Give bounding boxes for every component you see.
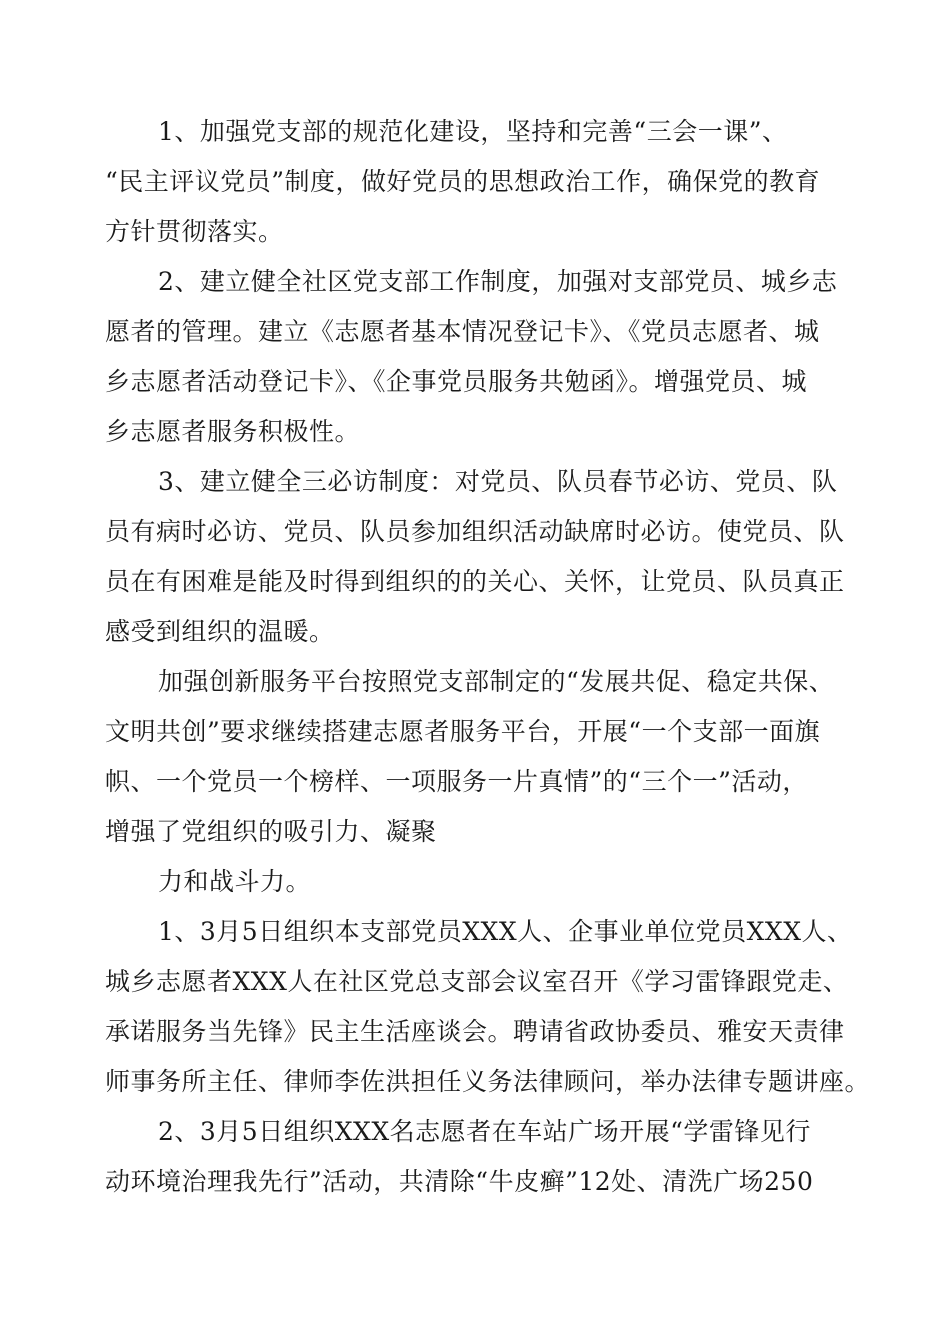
- text-line: 员有病时必访、党员、队员参加组织活动缺席时必访。使党员、队: [105, 517, 845, 546]
- text-line: 员在有困难是能及时得到组织的的关心、关怀，让党员、队员真正: [105, 567, 845, 596]
- text-line: “民主评议党员”制度，做好党员的思想政治工作，确保党的教育: [105, 167, 821, 196]
- text-line: 乡志愿者活动登记卡》、《企事党员服务共勉函》。增强党员、城: [105, 367, 808, 396]
- text-line: 3、建立健全三必访制度：对党员、队员春节必访、党员、队: [158, 467, 838, 496]
- text-line: 方针贯彻落实。: [105, 217, 284, 246]
- text-line: 加强创新服务平台按照党支部制定的“发展共促、稳定共保、: [158, 667, 835, 696]
- text-line: 文明共创”要求继续搭建志愿者服务平台，开展“一个支部一面旗: [105, 717, 821, 746]
- text-line: 感受到组织的温暖。: [105, 617, 335, 646]
- text-line: 承诺服务当先锋》民主生活座谈会。聘请省政协委员、雅安天责律: [105, 1017, 845, 1046]
- text-line: 动环境治理我先行”活动，共清除“牛皮癣”12处、清洗广场250: [105, 1167, 814, 1196]
- text-line: 力和战斗力。: [158, 867, 312, 896]
- text-line: 1、加强党支部的规范化建设，坚持和完善“三会一课”、: [158, 117, 788, 146]
- text-line: 师事务所主任、律师李佐洪担任义务法律顾问，举办法律专题讲座。: [105, 1067, 871, 1096]
- text-line: 乡志愿者服务积极性。: [105, 417, 361, 446]
- text-line: 2、建立健全社区党支部工作制度，加强对支部党员、城乡志: [158, 267, 838, 296]
- text-line: 1、3月5日组织本支部党员XXX人、企事业单位党员XXX人、: [158, 917, 853, 946]
- text-line: 愿者的管理。建立《志愿者基本情况登记卡》、《党员志愿者、城: [105, 317, 820, 346]
- text-line: 2、3月5日组织XXX名志愿者在车站广场开展“学雷锋见行: [158, 1117, 811, 1146]
- text-line: 城乡志愿者XXX人在社区党总支部会议室召开《学习雷锋跟党走、: [105, 967, 849, 996]
- text-line: 增强了党组织的吸引力、凝聚: [105, 817, 437, 846]
- text-line: 帜、一个党员一个榜样、一项服务一片真情”的“三个一”活动，: [105, 767, 808, 796]
